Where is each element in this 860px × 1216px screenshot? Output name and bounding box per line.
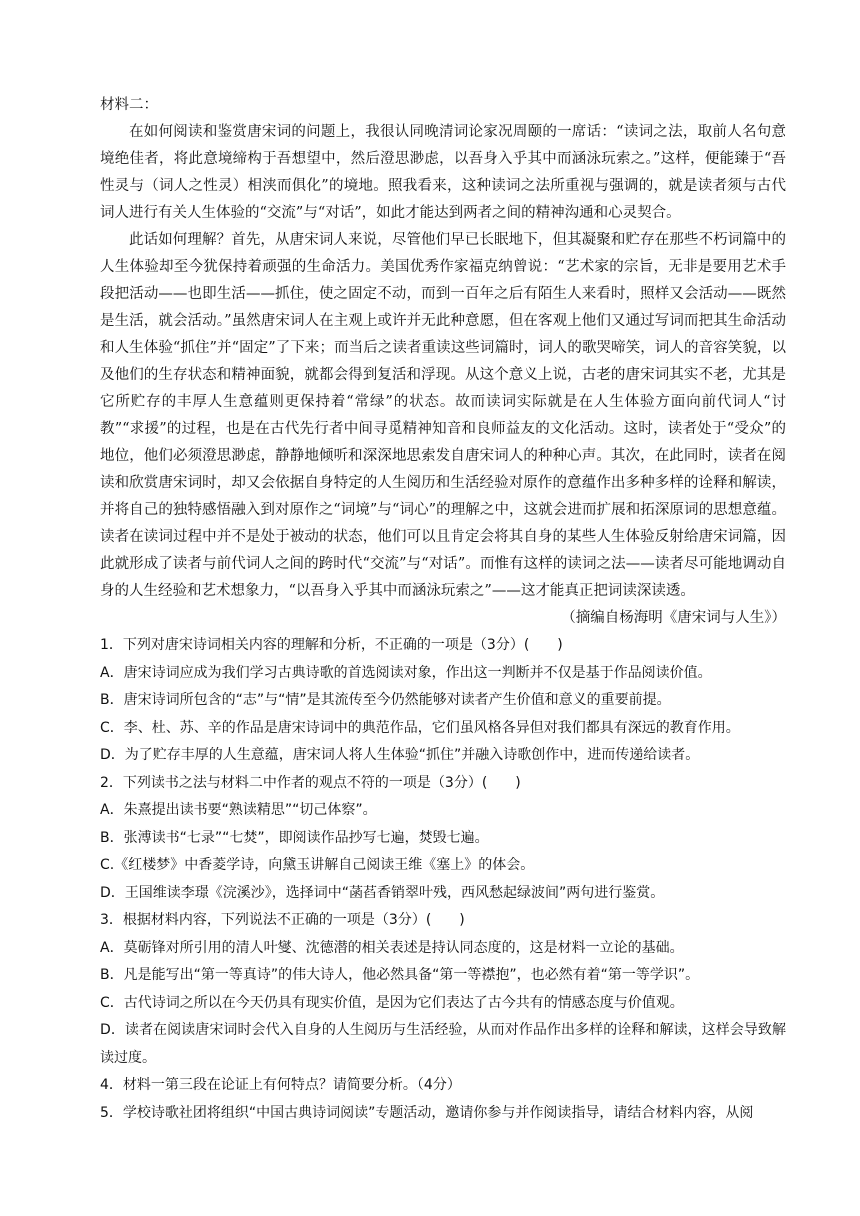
option-b: B．凡是能写出“第一等真诗”的伟大诗人，他必然具备“第一等襟抱”，也必然有着“第一等学识”。 — [100, 967, 700, 983]
option-b: B．唐宋诗词所包含的“志”与“情”是其流传至今仍然能够对读者产生价值和意义的重要前提。 — [100, 692, 671, 708]
option-b: B．张溥读书“七录”“七焚”，即阅读作品抄写七遍，焚毁七遍。 — [100, 829, 489, 846]
question-stem: 4．材料一第三段在论证上有何特点？请简要分析。（4分） — [100, 1077, 461, 1093]
question-2 — [100, 770, 786, 908]
material-source: （摘编自杨海明《唐宋词与人生》） — [561, 610, 786, 626]
document-page — [100, 92, 786, 1127]
question-section — [100, 632, 786, 1127]
option-d: D．王国维读李璟《浣溪沙》，选择词中“菡萏香销翠叶残，西风愁起绿波间”两句进行鉴赏。 — [100, 884, 665, 901]
question-stem: 5．学校诗歌社团将组织“中国古典诗词阅读”专题活动，邀请你参与并作阅读指导，请结合材料内容，从阅 — [100, 1104, 754, 1121]
material-heading: 材料二： — [100, 97, 158, 113]
question-5 — [100, 1100, 786, 1128]
option-d: D．为了贮存丰厚的人生意蕴，唐宋词人将人生体验“抓住”并融入诗歌创作中，进而传递给读者。 — [100, 747, 700, 763]
material-paragraph-2: 此话如何理解？首先，从唐宋词人来说，尽管他们早已长眠地下，但其凝聚和贮存在那些不朽词篇中的人生体验却至今犹保持着顽强的生命活力。美国优秀作家福克纳曾说：“艺术家的宗旨，无非是要用艺术手段把活动——也即生活——抓住，使之固定不动，而到一百年之后有陌生人来看时，照样又会活动——既然是生活，就会活动。”虽然唐宋词人在主观上或许并无此种意愿，但在客观上他们又通过写词而把其生命活动和人生体验“抓住”并“固定”了下来；而当后之读者重读这些词篇时，词人的歌哭啼笑，词人的音容笑貌，以及他们的生存状态和精神面貌，就都会得到复活和浮现。从这个意义上说，古老的唐宋词其实不老，尤其是它所贮存的丰厚人生意蕴则更保持着“常绿”的状态。故而读词实际就是在人生体验方面向前代词人“讨教”“求援”的过程，也是在古代先行者中间寻觅精神知音和良师益友的文化活动。这时，读者处于“受众”的地位，他们必须澄思渺虑，静静地倾听和深深地思索发自唐宋词人的种种心声。其次，在此同时，读者在阅读和欣赏唐宋词时，却又会依据自身特定的人生阅历和生活经验对原作的意蕴作出多种多样的诠释和解读，并将自己的独特感悟融入到对原作之“词境”与“词心”的理解之中，这就会进而扩展和拓深原词的思想意蕴。读者在读词过程中并不是处于被动的状态，他们可以且肯定会将其自身的某些人生体验反射给唐宋词篇，因此就形成了读者与前代词人之间的跨时代“交流”与“对话”。而惟有这样的读词之法——读者尽可能地调动自身的人生经验和艺术想象力，“以吾身入乎其中而涵泳玩索之”——这才能真正把词读深读透。 — [100, 232, 786, 599]
question-4 — [100, 1072, 786, 1100]
question-1 — [100, 632, 786, 770]
question-stem: 2．下列读书之法与材料二中作者的观点不符的一项是（3分）( ) — [100, 774, 521, 791]
option-a: A．朱熹提出读书要“熟读精思”“切己体察”。 — [100, 802, 377, 818]
option-c: C．李、杜、苏、辛的作品是唐宋诗词中的典范作品，它们虽风格各异但对我们都具有深远的教育作用。 — [100, 719, 740, 736]
option-c: C.《红楼梦》中香菱学诗，向黛玉讲解自己阅读王维《塞上》的体会。 — [100, 857, 535, 873]
question-stem: 3．根据材料内容，下列说法不正确的一项是（3分）( ) — [100, 912, 465, 928]
option-d: D．读者在阅读唐宋词时会代入自身的人生阅历与生活经验，从而对作品作出多样的诠释和解读，这样会导致解读过度。 — [100, 1022, 786, 1066]
option-a: A．莫砺锋对所引用的清人叶燮、沈德潜的相关表述是持认同态度的，这是材料一立论的基础。 — [100, 939, 684, 956]
question-stem: 1．下列对唐宋诗词相关内容的理解和分析，不正确的一项是（3分）( ) — [100, 637, 563, 653]
option-a: A．唐宋诗词应成为我们学习古典诗歌的首选阅读对象，作出这一判断并不仅是基于作品阅读价值。 — [100, 664, 712, 681]
material-paragraph-1: 在如何阅读和鉴赏唐宋词的问题上，我很认同晚清词论家况周颐的一席话：“读词之法，取前人名句意境绝佳者，将此意境缔构于吾想望中，然后澄思渺虑，以吾身入乎其中而涵泳玩索之。”这样，便能臻于“吾性灵与（词人之性灵）相浃而俱化”的境地。照我看来，这种读词之法所重视与强调的，就是读者须与古代词人进行有关人生体验的“交流”与“对话”，如此才能达到两者之间的精神沟通和心灵契合。 — [100, 124, 786, 221]
option-c: C．古代诗词之所以在今天仍具有现实价值，是因为它们表达了古今共有的情感态度与价值观。 — [100, 994, 684, 1011]
question-3 — [100, 907, 786, 1072]
